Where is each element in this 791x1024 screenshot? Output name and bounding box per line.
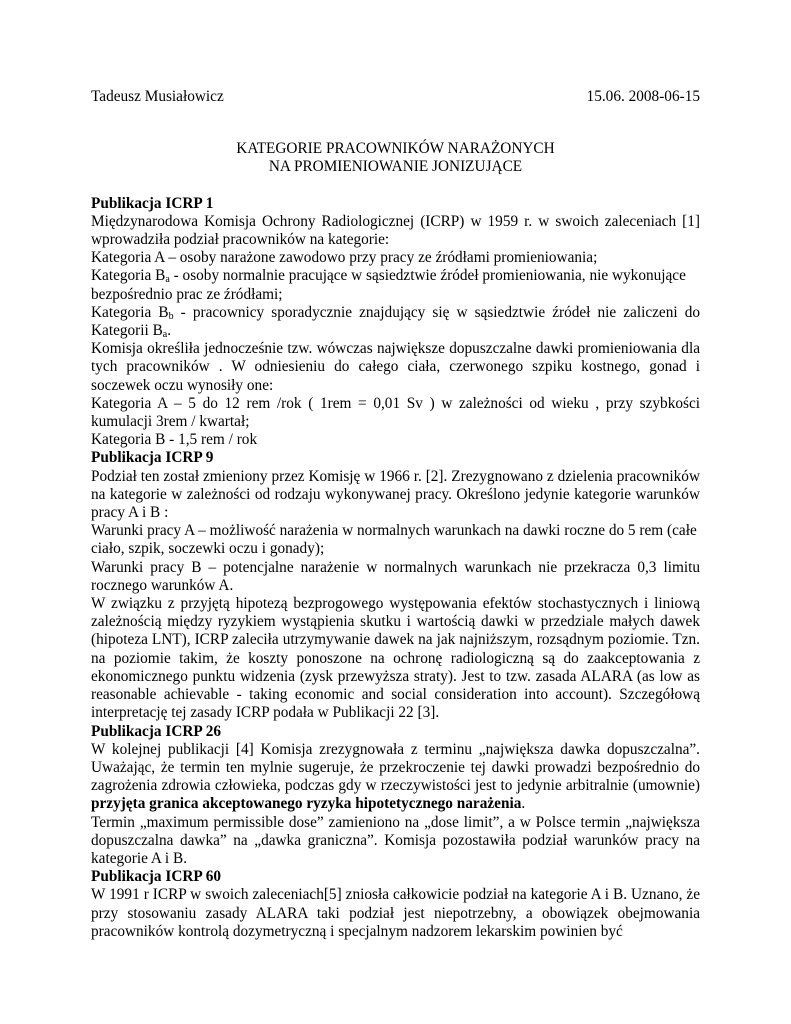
paragraph: Kategoria $B_a$ - osoby normalnie pracujące w sąsiedztwie źródeł promieniowania, nie wykonujące bezpośrednio prac ze źródłami;	[91, 267, 686, 303]
paragraph: Warunki pracy B – potencjalne narażenie w normalnych warunkach nie przekracza 0,3 limitu rocznego warunków A.	[91, 558, 700, 594]
paragraph: Kategoria $B_b$ - pracownicy sporadycznie znajdujący się w sąsiedztwie źródeł nie zaliczeni do Kategorii $B_a$.	[91, 303, 700, 341]
title-line-1: KATEGORIE PRACOWNIKÓW NARAŻONYCH	[236, 140, 555, 158]
paragraph: Warunki pracy A – możliwość narażenia w normalnych warunkach na dawki roczne do 5 rem (całe ciało, szpik, soczewki oczu i gonady);	[91, 522, 697, 558]
section-heading-icrp-60: Publikacja ICRP 60	[91, 868, 222, 886]
bold-phrase: przyjęta granica akceptowanego ryzyka hipotetycznego narażenia	[91, 795, 522, 813]
document-title	[91, 140, 700, 176]
document-date: 15.06. 2008-06-15	[586, 88, 700, 105]
paragraph: W kolejnej publikacji [4] Komisja zrezygnowała z terminu „największa dawka dopuszczalna”. Uważając, że termin ten mylnie sugeruje, że przekroczenie tej dawki prowadzi bezpośrednio do zagrożenia zdrowia człowieka, podczas gdy w rzeczywistości jest to jedynie arbitralnie (umownie) przyjęta granica akceptowanego ryzyka hipotetycznego narażenia.	[91, 740, 700, 813]
title-line-2: NA PROMIENIOWANIE JONIZUJĄCE	[268, 158, 523, 176]
paragraph: Kategoria B - 1,5 rem / rok	[91, 431, 258, 449]
paragraph: Kategoria A – 5 do 12 rem /rok ( 1rem = 0,01 Sv ) w zależności od wieku , przy szybkości kumulacji 3rem / kwartał;	[91, 394, 700, 431]
section-heading-icrp-26: Publikacja ICRP 26	[91, 722, 222, 740]
paragraph: Międzynarodowa Komisja Ochrony Radiologicznej (ICRP) w 1959 r. w swoich zaleceniach [1] wprowadziła podział pracowników na kategorie:	[91, 212, 700, 249]
document-header	[91, 88, 700, 106]
paragraph: Kategoria A – osoby narażone zawodowo przy pracy ze źródłami promieniowania;	[91, 249, 598, 267]
section-heading-icrp-1: Publikacja ICRP 1	[91, 194, 214, 212]
paragraph: W związku z przyjętą hipotezą bezprogowego występowania efektów stochastycznych i liniową zależnością między ryzykiem wystąpienia skutku i wartością dawki w przedziale małych dawek (hipoteza LNT), ICRP zaleciła utrzymywanie dawek na jak najniższym, rozsądnym poziomie. Tzn. na poziomie takim, że koszty ponoszone na ochronę radiologiczną są do zaakceptowania z ekonomicznego punktu widzenia (zysk przewyższa straty). Jest to tzw. zasada ALARA (as low as reasonable achievable - taking economic and social consideration into account). Szczegółową interpretację tej zasady ICRP podała w Publikacji 22 [3].	[91, 595, 700, 722]
document-page	[91, 88, 700, 941]
paragraph: Termin „maximum permissible dose” zamieniono na „dose limit”, a w Polsce termin „największa dopuszczalna dawka” na „dawka graniczna”. Komisja pozostawiła podział warunków pracy na kategorie A i B.	[91, 813, 700, 867]
paragraph: W 1991 r ICRP w swoich zaleceniach[5] zniosła całkowicie podział na kategorie A i B. Uznano, że przy stosowaniu zasady ALARA taki podział jest niepotrzebny, a obowiązek obejmowania pracowników kontrolą dozymetryczną i specjalnym nadzorem lekarskim powinien być	[91, 886, 700, 940]
paragraph: Komisja określiła jednocześnie tzw. wówczas największe dopuszczalne dawki promieniowania dla tych pracowników . W odniesieniu do całego ciała, czerwonego szpiku kostnego, gonad i soczewek oczu wynosiły one:	[91, 340, 700, 394]
section-heading-icrp-9: Publikacja ICRP 9	[91, 449, 214, 467]
author-name: Tadeusz Musiałowicz	[91, 88, 224, 105]
paragraph: Podział ten został zmieniony przez Komisję w 1966 r. [2]. Zrezygnowano z dzielenia pracowników na kategorie w zależności od rodzaju wykonywanej pracy. Określono jedynie kategorie warunków pracy A i B :	[91, 467, 700, 522]
